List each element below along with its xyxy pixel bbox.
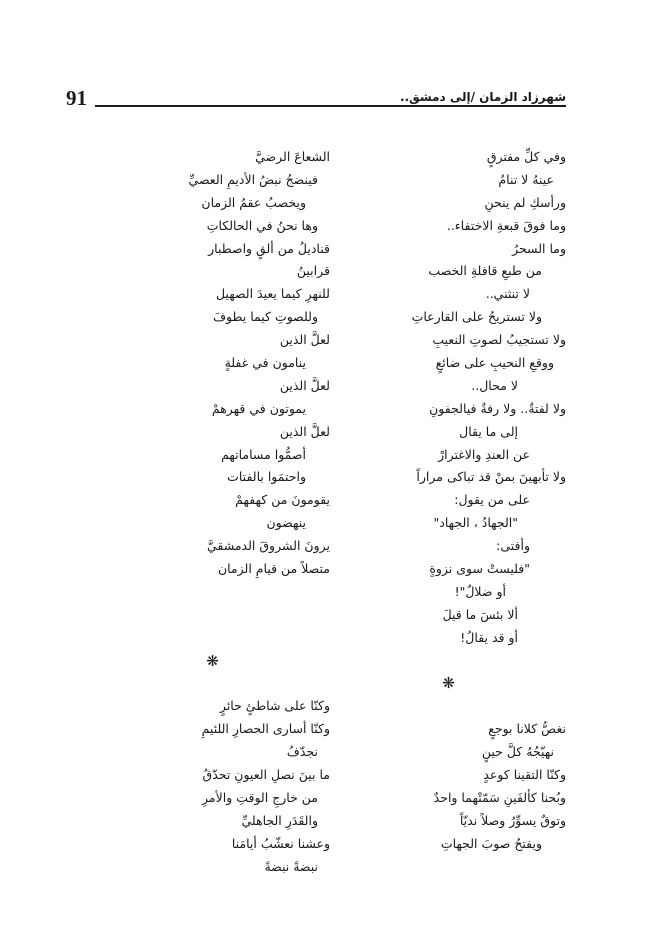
- poem-line: ولا تستجيبُ لصوتِ النعيبِ: [432, 332, 566, 348]
- poem-line: لا تنثني..: [485, 286, 530, 302]
- poem-line: ولا تستريحُ على القارعاتِ: [411, 309, 542, 325]
- left-stanza-1: [95, 146, 330, 581]
- poem-line: وبُحنا كألفَينِ سَمّتْهما واحدٌ: [433, 789, 566, 805]
- poem-line: فينضجُ نبضُ الأديمِ العصيِّ: [188, 171, 318, 187]
- poem-line: متصلاً من قيامِ الزمان: [217, 561, 330, 577]
- left-stanza-2: [95, 695, 330, 878]
- poem-line: يموتون في قهرهمْ: [211, 400, 306, 416]
- poem-line: لعلَّ الذين: [279, 332, 330, 348]
- poem-line: وكنّا التقينا كوعدٍ: [483, 767, 566, 783]
- poem-line: نبضةً نبضةً: [264, 858, 318, 874]
- poem-line: وكنّا على شاطئٍ حائرٍ: [219, 698, 330, 714]
- poem-line: إلى ما يقال: [459, 423, 518, 439]
- poem-line: ينامون في غفلةٍ: [224, 355, 306, 371]
- poem-line: الشعاعَ الرضيَّ: [255, 149, 330, 164]
- page-number: 91: [66, 86, 87, 110]
- poem-line: وما السحرُ: [512, 240, 566, 256]
- poem-line: وللصوتِ كيما يطوفَ: [213, 309, 318, 325]
- poem-line: لا محال..: [471, 377, 518, 393]
- poem-line: ما بينَ نصلِ العيونِ تحدّقُ: [202, 767, 330, 783]
- poem-line: عن العندِ والاغترارْ: [438, 446, 530, 462]
- poem-line: ألا بئسَ ما قيلَ: [442, 606, 518, 622]
- poem-line: يقومونَ من كهفهمْ: [235, 492, 330, 508]
- running-title: شهرزاد الزمان /إلى دمشق..: [399, 90, 566, 104]
- poem-line: من خارجِ الوقتِ والأمرِ: [202, 789, 318, 805]
- poem-line: أو قد يقالُ!: [460, 629, 518, 645]
- poem-line: ورأسكِ لم ينحنِ: [484, 194, 566, 210]
- poem-line: نهيّجُهُ كلَّ حينٍ: [481, 744, 554, 760]
- poem-line: "الجهادُ ، الجهاد": [433, 515, 518, 531]
- poem-line: عينهُ لا تنامُ: [498, 171, 554, 187]
- poem-line: وما فوقَ قبعةِ الاختفاء..: [446, 217, 566, 233]
- poem-line: وتوقٌ يسوِّرُ وصلاً نديّاً: [459, 812, 566, 828]
- poem-line: قرابينُ: [296, 263, 330, 279]
- poem-line: وكنّا أسارى الحصارِ اللئيمِ: [201, 721, 330, 737]
- poem-line: ووقعِ النحيبِ على ضائعٍ: [435, 355, 554, 371]
- poem-line: أو ضلالٌ"!: [454, 583, 506, 599]
- stanza-separator: ❋: [442, 674, 455, 693]
- right-stanza-1: [331, 146, 566, 650]
- poem-line: قناديلُ من ألقٍ واصطبار: [208, 240, 330, 256]
- poem-line: وها نحنُ في الحالكاتِ: [206, 217, 318, 233]
- left-column: [95, 146, 330, 879]
- poem-line: والقَدَرِ الجاهليِّ: [241, 812, 318, 828]
- right-column: [331, 146, 566, 856]
- poem-line: للنهرِ كيما يعيدَ الصهيل: [215, 286, 330, 302]
- poem-line: أصمُّوا مساماتهم: [221, 446, 306, 462]
- poem-line: ويفتحُ صوبَ الجهاتِ: [440, 835, 542, 851]
- header-rule: [95, 105, 566, 107]
- poem-line: ينهضون: [266, 515, 306, 531]
- stanza-separator: ❋: [206, 651, 219, 670]
- right-stanza-2: [331, 718, 566, 855]
- poem-line: من طبعِ قافلةِ الخصب: [428, 263, 542, 279]
- poem-line: وأفتى:: [496, 538, 530, 554]
- poem-line: ويخصبُ عقمُ الزمان: [201, 194, 306, 210]
- poem-line: لعلَّ الذين: [279, 377, 330, 393]
- poem-line: ولا لفتةٌ.. ولا رفةٌ فيالجفونِ: [429, 400, 566, 416]
- poem-line: نجدّفُ: [286, 744, 318, 760]
- poem-line: "فليستْ سوى نزوةٍ: [429, 561, 530, 577]
- poem-line: واحتمَوا بالفتات: [227, 469, 306, 485]
- poem-line: يرونَ الشروقَ الدمشقيَّ: [206, 538, 330, 554]
- poem-line: وفي كلِّ مفترقٍ: [486, 149, 566, 164]
- poem-line: لعلَّ الذين: [279, 423, 330, 439]
- poem-line: ولا تأبهينَ بمنْ قد تباكى مراراً: [416, 469, 566, 485]
- poem-line: وعشنا نعشّبُ أيامَنا: [231, 835, 330, 851]
- poem-line: نغصُّ كلانا بوجعٍ: [488, 721, 566, 737]
- poem-line: على من يقول:: [454, 492, 530, 508]
